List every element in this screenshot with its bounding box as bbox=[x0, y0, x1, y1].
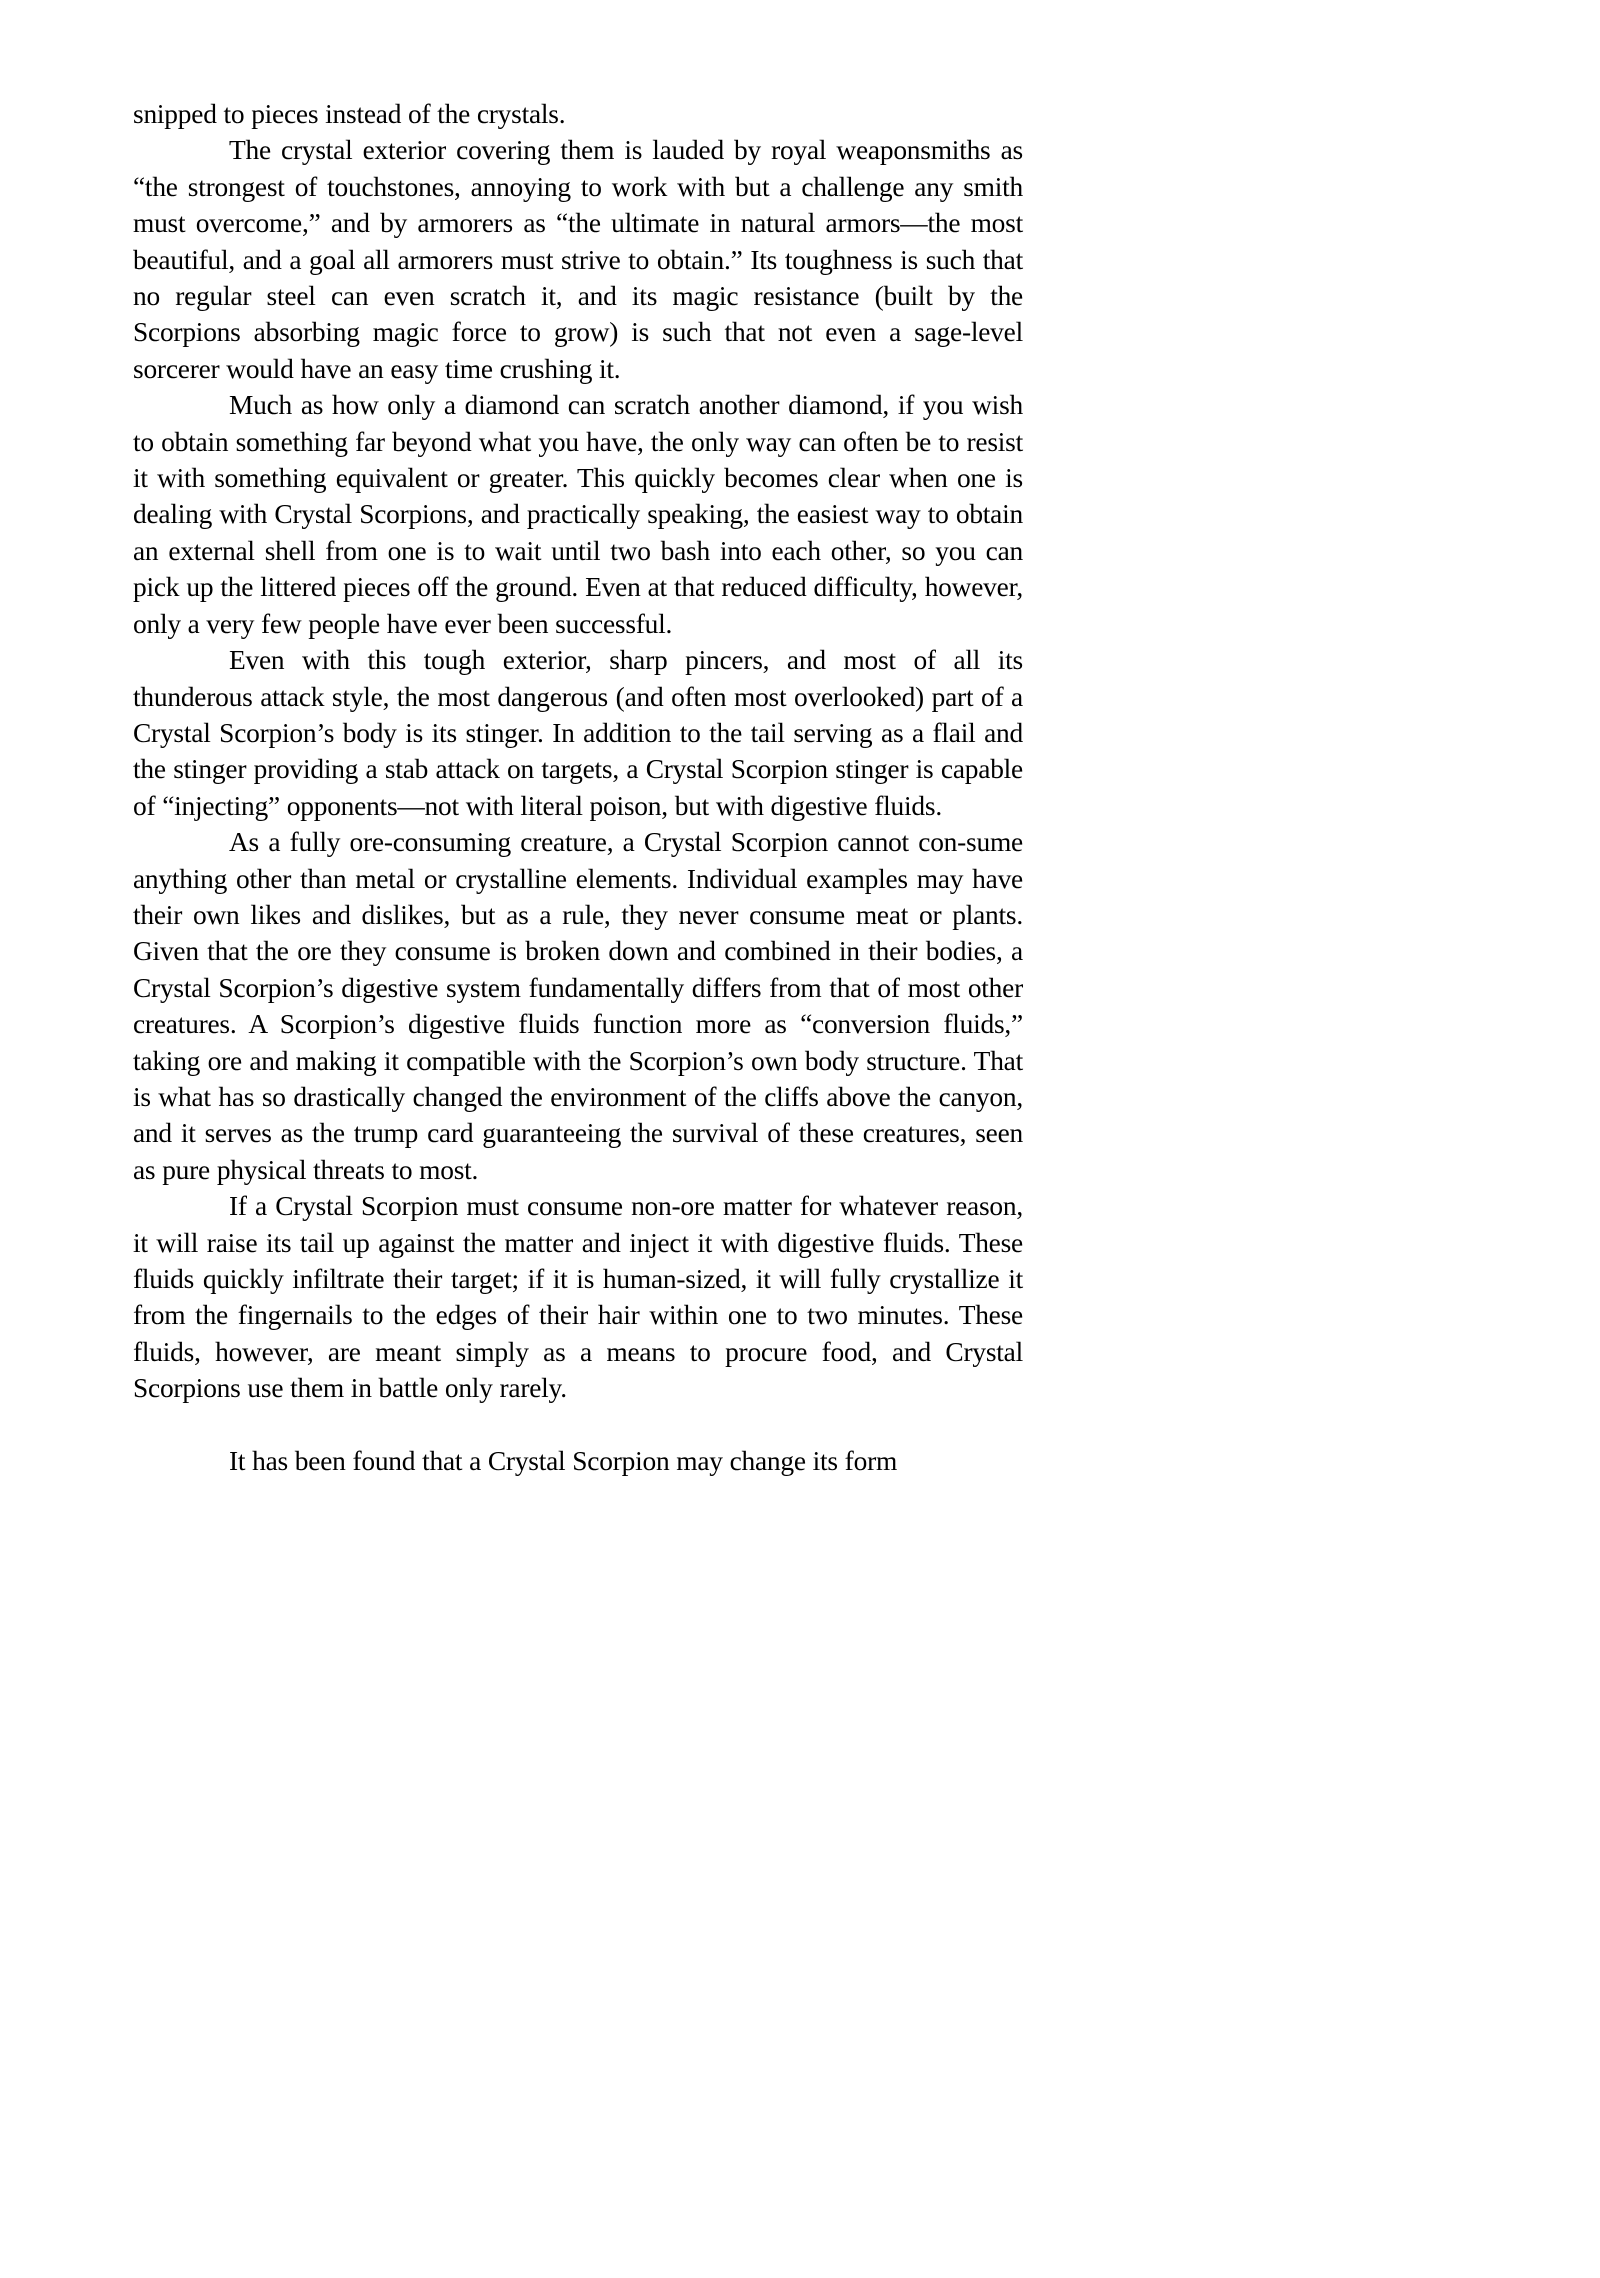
paragraph-ore-consuming: As a fully ore-consuming creature, a Crystal Scorpion cannot con-sume anything other than metal or crystalline elements. Individual examples may have their own likes and dislikes, but as a rule, they never consume meat or plants. Given that the ore they consume is broken down and combined in their bodies, a Crystal Scorpion’s digestive system fundamentally differs from that of most other creatures. A Scorpion’s digestive fluids function more as “conversion fluids,” taking ore and making it compatible with the Scorpion’s own body structure. That is what has so drastically changed the environment of the cliffs above the canyon, and it serves as the trump card guaranteeing the survival of these creatures, seen as pure physical threats to most. bbox=[133, 827, 1023, 1185]
paragraph-continuation: snipped to pieces instead of the crystals. bbox=[133, 99, 566, 129]
paragraph-non-ore-matter: If a Crystal Scorpion must consume non-ore matter for whatever reason, it will raise its tail up against the matter and inject it with digestive fluids. These fluids quickly infiltrate their target; if it is human-sized, it will fully crystallize it from the fingernails to the edges of their hair within one to two minutes. These fluids, however, are meant simply as a means to procure food, and Crystal Scorpions use them in battle only rarely. bbox=[133, 1191, 1023, 1404]
paragraph-stinger: Even with this tough exterior, sharp pincers, and most of all its thunderous attack style, the most dangerous (and often most overlooked) part of a Crystal Scorpion’s body is its stinger. In addition to the tail serving as a flail and the stinger providing a stab attack on targets, a Crystal Scorpion stinger is capable of “injecting” opponents—not with literal poison, but with digestive fluids. bbox=[133, 645, 1023, 821]
paragraph-crystal-exterior: The crystal exterior covering them is lauded by royal weaponsmiths as “the strongest of touchstones, annoying to work with but a challenge any smith must overcome,” and by armorers as “the ultimate in natural armors—the most beautiful, and a goal all armorers must strive to obtain.” Its toughness is such that no regular steel can even scratch it, and its magic resistance (built by the Scorpions absorbing magic force to grow) is such that not even a sage-level sorcerer would have an easy time crushing it. bbox=[133, 135, 1023, 384]
body-text-column bbox=[133, 96, 1023, 1479]
paragraph-diamond: Much as how only a diamond can scratch another diamond, if you wish to obtain something far beyond what you have, the only way can often be to resist it with something equivalent or greater. This quickly becomes clear when one is dealing with Crystal Scorpions, and practically speaking, the easiest way to obtain an external shell from one is to wait until two bash into each other, so you can pick up the littered pieces off the ground. Even at that reduced difficulty, however, only a very few people have ever been successful. bbox=[133, 390, 1023, 639]
paragraph-change-form: It has been found that a Crystal Scorpion may change its form bbox=[229, 1446, 898, 1477]
